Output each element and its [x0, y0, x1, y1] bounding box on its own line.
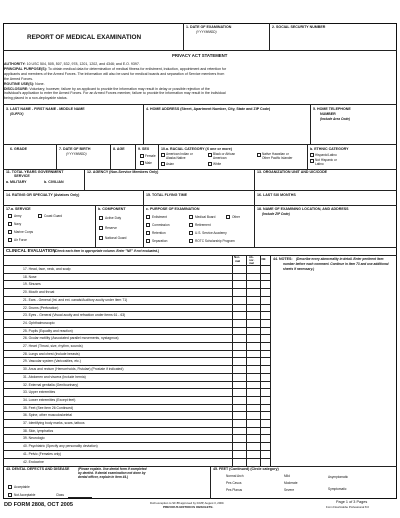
purpose-option-label: Medical Board [195, 214, 216, 219]
sex-female-checkbox[interactable] [140, 154, 144, 158]
feet-option[interactable]: Severe [284, 488, 295, 492]
race-white-checkbox[interactable] [208, 162, 212, 166]
clinical-item: 18. Nose [23, 274, 37, 279]
col-abnormal-1: Ab- [249, 254, 254, 259]
evaluation-cell[interactable] [249, 434, 258, 442]
evaluation-cell[interactable] [262, 396, 271, 404]
evaluation-cell[interactable] [235, 357, 244, 365]
col-ne: NE [261, 257, 266, 261]
dental-acceptable-label: Acceptable [14, 484, 30, 489]
phone-field[interactable] [313, 124, 393, 142]
agency-label: 12. AGENCY (Non-Service Members Only) [87, 170, 159, 174]
notes-label: 44. NOTES: [273, 257, 293, 261]
evaluation-cell[interactable] [235, 434, 244, 442]
gov-service-label-2: SERVICE [14, 174, 30, 178]
row-divider [3, 273, 270, 274]
evaluation-cell[interactable] [249, 404, 258, 412]
sex-male-checkbox[interactable] [140, 161, 144, 165]
rotc-checkbox[interactable] [189, 239, 193, 243]
evaluation-cell[interactable] [235, 319, 244, 327]
race-option-label: American Indian or [166, 152, 193, 156]
row-divider [3, 388, 270, 389]
clinical-item: 30. Anus and rectum (Hemorrhoids, Fistulae) (Prostate if indicated) [23, 367, 124, 372]
row-divider [3, 365, 270, 366]
evaluation-cell[interactable] [235, 350, 244, 358]
col-abnormal-3: mal [249, 260, 254, 265]
feet-option[interactable]: Asymptomatic [328, 475, 349, 479]
row-divider [3, 288, 270, 289]
service-option-label: Air Force [14, 237, 27, 242]
evaluation-cell[interactable] [249, 265, 258, 273]
component-option-label: Reserve [105, 225, 117, 230]
exam-location-label: 18. NAME OF EXAMINING LOCATION, AND ADDRESS [257, 207, 349, 211]
evaluation-cell[interactable] [235, 327, 244, 335]
phone-label-2: NUMBER [320, 112, 336, 116]
military-label: a. MILITARY [6, 180, 27, 184]
purpose-option-label: Other [232, 214, 240, 219]
clinical-item: 37. Identifying body marks, scars, tattoos [23, 421, 85, 425]
clinical-eval-title: CLINICAL EVALUATION [6, 248, 56, 253]
purpose-option-label: Retention [152, 230, 166, 235]
service-option-label: Coast Guard [44, 213, 63, 218]
evaluation-cell[interactable] [249, 296, 258, 304]
evaluation-cell[interactable] [249, 365, 258, 373]
component-option-label: National Guard [105, 235, 127, 240]
ssn-label: 2. SOCIAL SECURITY NUMBER [272, 25, 326, 29]
army-checkbox[interactable] [8, 214, 12, 218]
service-option-label: Navy [14, 221, 22, 226]
clinical-item: 17. Head, face, neck, and scalp [23, 267, 71, 271]
retirement-checkbox[interactable] [189, 223, 193, 227]
row-divider [3, 327, 270, 328]
row-divider [3, 311, 270, 312]
dental-not-acceptable-label: Not Acceptable [14, 492, 36, 497]
race-black-checkbox[interactable] [208, 153, 212, 157]
notes-instructions-1: (Describe every abnormality in detail. Enter pertinent item [296, 257, 384, 261]
separation-checkbox[interactable] [146, 239, 150, 243]
privacy-line: PRINCIPAL PURPOSE(S): To obtain medical data for determination of medical fitness for enlistment, induction, appointment and retention for [4, 66, 227, 71]
ethnic-hispanic-checkbox[interactable] [310, 153, 314, 157]
privacy-line: individual's application to enter the Armed Forces. For an Armed Forces member, failure to provide the information may result in the individual [4, 91, 226, 96]
marine-corps-checkbox[interactable] [8, 230, 12, 234]
evaluation-cell[interactable] [249, 273, 258, 281]
air-force-checkbox[interactable] [8, 238, 12, 242]
evaluation-cell[interactable] [262, 350, 271, 358]
evaluation-cell[interactable] [249, 334, 258, 342]
notes-instructions-2: number before each comment. Continue in item 73 and use additional [283, 262, 389, 266]
evaluation-cell[interactable] [262, 288, 271, 296]
evaluation-cell[interactable] [249, 327, 258, 335]
date-of-exam-label: 1. DATE OF EXAMINATION [186, 25, 232, 29]
notes-field[interactable] [273, 274, 394, 464]
navy-checkbox[interactable] [8, 222, 12, 226]
row-divider [3, 419, 270, 420]
row-divider [3, 296, 270, 297]
evaluation-cell[interactable] [249, 288, 258, 296]
home-address-label: 4. HOME ADDRESS (Street, Apartment Number, City, State and ZIP Code) [146, 107, 271, 111]
clinical-item: 20. Mouth and throat [23, 290, 55, 295]
privacy-line: DISCLOSURE: Voluntary; however, failure by an applicant to provide the information may result in delay or possible rejection of the [4, 86, 210, 91]
coast-guard-checkbox[interactable] [38, 214, 42, 218]
grade-label: 6. GRADE [10, 147, 27, 151]
feet-option[interactable]: Pes Planus [226, 488, 243, 492]
dob-label: 7. DATE OF BIRTH [59, 147, 91, 151]
row-divider [3, 334, 270, 335]
evaluation-cell[interactable] [235, 342, 244, 350]
evaluation-cell[interactable] [249, 311, 258, 319]
age-label: 8. AGE [113, 147, 125, 151]
organization-field[interactable] [257, 176, 394, 188]
evaluation-cell[interactable] [249, 280, 258, 288]
feet-option[interactable]: Pes Cavus [226, 481, 242, 485]
privacy-line: ROUTINE USE(S): None. [4, 81, 45, 86]
col-normal-2: mal [235, 258, 241, 263]
row-divider [3, 396, 270, 397]
race-asian-checkbox[interactable] [161, 162, 165, 166]
clinical-item: 34. Lower extremities (Except feet) [23, 397, 76, 402]
evaluation-cell[interactable] [249, 396, 258, 404]
evaluation-cell[interactable] [262, 373, 271, 381]
footer-obsolete: PREVIOUS EDITION IS OBSOLETE. [163, 505, 214, 509]
feet-option[interactable]: Symptomatic [328, 487, 347, 491]
service-option-label: Marine Corps [14, 229, 34, 234]
clinical-item: 40. Psychiatric (Specify any personality deviation) [23, 444, 98, 449]
evaluation-cell[interactable] [235, 365, 244, 373]
ethnic-not-hispanic-checkbox[interactable] [310, 159, 314, 163]
evaluation-cell[interactable] [262, 273, 271, 281]
evaluation-cell[interactable] [262, 280, 271, 288]
dental-acceptable-checkbox[interactable] [8, 485, 12, 489]
evaluation-cell[interactable] [249, 304, 258, 312]
form-title: REPORT OF MEDICAL EXAMINATION [27, 34, 142, 41]
name-field[interactable] [6, 118, 140, 142]
purpose-option-label: Commission [152, 222, 170, 227]
name-label: 3. LAST NAME - FIRST NAME - MIDDLE NAME [6, 107, 85, 111]
row-divider [3, 304, 270, 305]
clinical-item: 23. Eyes - General (Visual acuity and refraction under items 61 - 63) [23, 313, 126, 318]
clinical-item: 41. Pelvic (Females only) [23, 451, 62, 456]
race-option-label: Alaska Native [166, 156, 186, 160]
evaluation-cell[interactable] [249, 411, 258, 419]
race-american-indian-checkbox[interactable] [161, 153, 165, 157]
other-checkbox[interactable] [226, 215, 230, 219]
race-option-label: American [213, 156, 227, 160]
purpose-option-label: ROTC Scholarship Program [195, 238, 235, 243]
evaluation-cell[interactable] [235, 265, 244, 273]
flying-time-label: 15. TOTAL FLYING TIME [146, 193, 188, 197]
clinical-item: 35. Feet (See item 26 Continued) [23, 405, 74, 410]
row-divider [3, 404, 270, 405]
date-format-label: (YYYYMMDD) [196, 30, 217, 34]
evaluation-cell[interactable] [235, 296, 244, 304]
medical-board-checkbox[interactable] [189, 215, 193, 219]
dental-label: 43. DENTAL DEFECTS AND DISEASE [6, 467, 70, 471]
agency-field[interactable] [87, 176, 251, 188]
race-native-hawaiian-checkbox[interactable] [257, 153, 261, 157]
evaluation-cell[interactable] [249, 319, 258, 327]
evaluation-cell[interactable] [262, 319, 271, 327]
evaluation-cell[interactable] [235, 304, 244, 312]
evaluation-cell[interactable] [235, 273, 244, 281]
page-number: Page 1 of 3 Pages [336, 500, 368, 504]
exam-location-field[interactable] [257, 219, 394, 245]
clinical-item: 27. Heart (Thrust, size, rhythm, sounds) [23, 344, 83, 348]
evaluation-cell[interactable] [235, 311, 244, 319]
row-divider [3, 450, 270, 451]
feet-option[interactable]: Normal Arch [226, 474, 244, 478]
reserve-checkbox[interactable] [99, 226, 103, 230]
evaluation-cell[interactable] [262, 265, 271, 273]
evaluation-cell[interactable] [262, 434, 271, 442]
col-normal-1: Nor- [234, 255, 241, 259]
clinical-item: 32. External genitalia (Genitourinary) [23, 382, 79, 387]
purpose-option-label: Retirement [195, 222, 211, 227]
gov-service-label: 11. TOTAL YEARS GOVERNMENT [6, 170, 64, 174]
service-academy-checkbox[interactable] [189, 231, 193, 235]
evaluation-cell[interactable] [235, 411, 244, 419]
privacy-line: AUTHORITY: 10 USC 504, 505, 507, 532, 978, 1201, 1202, and 4346; and E.O. 9397. [4, 62, 140, 66]
evaluation-cell[interactable] [249, 357, 258, 365]
clinical-item: 36. Spine, other musculoskeletal [23, 413, 73, 418]
evaluation-cell[interactable] [262, 342, 271, 350]
evaluation-cell[interactable] [262, 419, 271, 427]
dental-not-acceptable-checkbox[interactable] [8, 493, 12, 497]
race-option-label: Black or African [213, 152, 236, 156]
dental-instructions-2: by dentist. If dental examination not done by [78, 471, 146, 475]
evaluation-cell[interactable] [235, 442, 244, 450]
row-divider [3, 280, 270, 281]
evaluation-cell[interactable] [262, 334, 271, 342]
privacy-line: applicants and members of the Armed Forces. The information will also be used for medical boards and separation of Service members from [4, 71, 225, 76]
evaluation-cell[interactable] [235, 334, 244, 342]
footer-software: Form Flow/Adobe Professional 8.0 [326, 505, 369, 509]
evaluation-cell[interactable] [249, 388, 258, 396]
evaluation-cell[interactable] [262, 442, 271, 450]
suffix-label: (SUFFIX) [10, 112, 24, 116]
evaluation-cell[interactable] [235, 373, 244, 381]
evaluation-cell[interactable] [235, 450, 244, 458]
clinical-item: 26. Ocular motility (Associated parallel movements, nystagmus) [23, 336, 119, 341]
dental-class-label: Class [56, 492, 64, 497]
national-guard-checkbox[interactable] [99, 236, 103, 240]
evaluation-cell[interactable] [262, 327, 271, 335]
clinical-item: 22. Drums (Perforation) [23, 305, 59, 310]
race-option-label: Other Pacific Islander [262, 156, 293, 160]
clinical-item: 29. Vascular system (Varicosities, etc.) [23, 359, 81, 364]
clinical-item: 19. Sinuses [23, 282, 41, 287]
ethnic-category-label: b. ETHNIC CATEGORY [310, 147, 349, 151]
row-divider [3, 381, 270, 382]
evaluation-cell[interactable] [249, 450, 258, 458]
civilian-label: b. CIVILIAN [44, 180, 64, 184]
evaluation-cell[interactable] [249, 373, 258, 381]
evaluation-cell[interactable] [235, 288, 244, 296]
dob-format: (YYYYMMDD) [66, 152, 87, 156]
clinical-item: 21. Ears - General (Int. and ext. canals/Auditory acuity under item 71) [23, 297, 128, 302]
exam-location-zip: (Include ZIP Code) [262, 212, 290, 216]
clinical-item: 33. Upper extremities [23, 390, 56, 395]
feet-label: 45. FEET (Continued) (Circle category) [213, 467, 279, 471]
enlistment-checkbox[interactable] [146, 215, 150, 219]
footer-exception: DoD exception to SF 88 approved by ICMP, August 3, 2000. [150, 501, 225, 505]
date-of-exam-field[interactable] [186, 36, 266, 48]
clinical-item: 24. Ophthalmoscopic [23, 320, 55, 325]
evaluation-cell[interactable] [262, 311, 271, 319]
active-duty-checkbox[interactable] [99, 216, 103, 220]
evaluation-cell[interactable] [235, 419, 244, 427]
clinical-item: 25. Pupils (Equality and reaction) [23, 328, 73, 333]
row-divider [3, 411, 270, 412]
row-divider [3, 357, 270, 358]
sex-female-label: Female [145, 153, 156, 158]
evaluation-cell[interactable] [249, 419, 258, 427]
purpose-label: c. PURPOSE OF EXAMINATION [146, 207, 200, 211]
race-option-label: White [213, 161, 222, 166]
evaluation-cell[interactable] [235, 381, 244, 389]
evaluation-cell[interactable] [235, 280, 244, 288]
evaluation-cell[interactable] [235, 404, 244, 412]
evaluation-cell[interactable] [235, 427, 244, 435]
row-divider [3, 342, 270, 343]
race-option-label: Asian [166, 161, 174, 166]
commission-checkbox[interactable] [146, 223, 150, 227]
service-label: 17.a. SERVICE [6, 207, 31, 211]
evaluation-cell[interactable] [249, 381, 258, 389]
clinical-item: 31. Abdomen and viscera (Include hernia) [23, 374, 86, 379]
row-divider [3, 434, 270, 435]
clinical-item: 28. Lungs and chest (Include breasts) [23, 351, 80, 356]
ethnic-option-label: Latino [315, 162, 324, 166]
race-option-label: Native Hawaiian or [262, 152, 289, 156]
evaluation-cell[interactable] [249, 350, 258, 358]
evaluation-cell[interactable] [262, 296, 271, 304]
sex-male-label: Male [145, 160, 152, 165]
evaluation-cell[interactable] [235, 396, 244, 404]
phone-area-label: (Include Area Code) [320, 117, 350, 121]
row-divider [3, 427, 270, 428]
notes-instructions-3: sheets if necessary.) [283, 267, 315, 271]
clinical-item: 42. Endocrine [23, 459, 44, 464]
evaluation-cell[interactable] [262, 411, 271, 419]
feet-option[interactable]: Mild [284, 474, 290, 478]
form-number: DD FORM 2808, OCT 2005 [4, 502, 74, 508]
privacy-title: PRIVACY ACT STATEMENT [172, 53, 228, 58]
retention-checkbox[interactable] [146, 231, 150, 235]
evaluation-cell[interactable] [262, 365, 271, 373]
sex-label: 9. SEX [138, 147, 150, 151]
rating-label: 14. RATING OR SPECIALTY (Aviators Only) [6, 193, 80, 197]
component-option-label: Active Duty [105, 215, 122, 220]
row-divider [3, 458, 270, 459]
last-six-months-label: 16. LAST SIX MONTHS [257, 193, 296, 197]
row-divider [3, 442, 270, 443]
evaluation-cell[interactable] [262, 450, 271, 458]
row-divider [3, 350, 270, 351]
evaluation-cell[interactable] [262, 304, 271, 312]
evaluation-cell[interactable] [249, 442, 258, 450]
purpose-option-label: Enlistment [152, 214, 167, 219]
dental-instructions-1: (Please explain. Use dental form if completed [78, 467, 147, 471]
row-divider [3, 373, 270, 374]
col-abnormal-2: nor- [249, 257, 255, 262]
privacy-line: being placed in a non-deployable status. [4, 96, 68, 101]
racial-category-label: 10.a. RACIAL CATEGORY (X one or more) [161, 147, 232, 151]
purpose-option-label: Separation [152, 238, 168, 243]
ethnic-option-label: Hispanic/Latino [315, 152, 337, 157]
home-address-field[interactable] [146, 114, 306, 142]
clinical-eval-instructions: (Check each item in appropriate column. Enter "NE" if not evaluated.) [54, 248, 160, 253]
component-label: b. COMPONENT [98, 207, 126, 211]
ssn-field[interactable] [272, 34, 394, 48]
service-option-label: Army [14, 213, 22, 218]
row-divider [3, 319, 270, 320]
evaluation-cell[interactable] [249, 342, 258, 350]
feet-option[interactable]: Moderate [284, 481, 298, 485]
clinical-item: 38. Skin, lymphatics [23, 428, 54, 433]
evaluation-cell[interactable] [262, 388, 271, 396]
evaluation-cell[interactable] [262, 357, 271, 365]
dental-instructions-3: dental officer, explain in item 44.) [78, 475, 129, 479]
phone-label: 5. HOME TELEPHONE [313, 107, 351, 111]
evaluation-cell[interactable] [262, 427, 271, 435]
privacy-statement [4, 62, 396, 101]
privacy-line: the Armed Forces. [4, 76, 33, 81]
ethnic-option-label: Not Hispanic or [315, 158, 337, 162]
evaluation-cell[interactable] [249, 427, 258, 435]
evaluation-cell[interactable] [262, 404, 271, 412]
evaluation-cell[interactable] [262, 381, 271, 389]
evaluation-cell[interactable] [235, 388, 244, 396]
clinical-item: 39. Neurologic [23, 436, 45, 441]
organization-label: 13. ORGANIZATION UNIT AND UIC/CODE [257, 170, 328, 174]
purpose-option-label: U.S. Service Academy [195, 230, 227, 235]
